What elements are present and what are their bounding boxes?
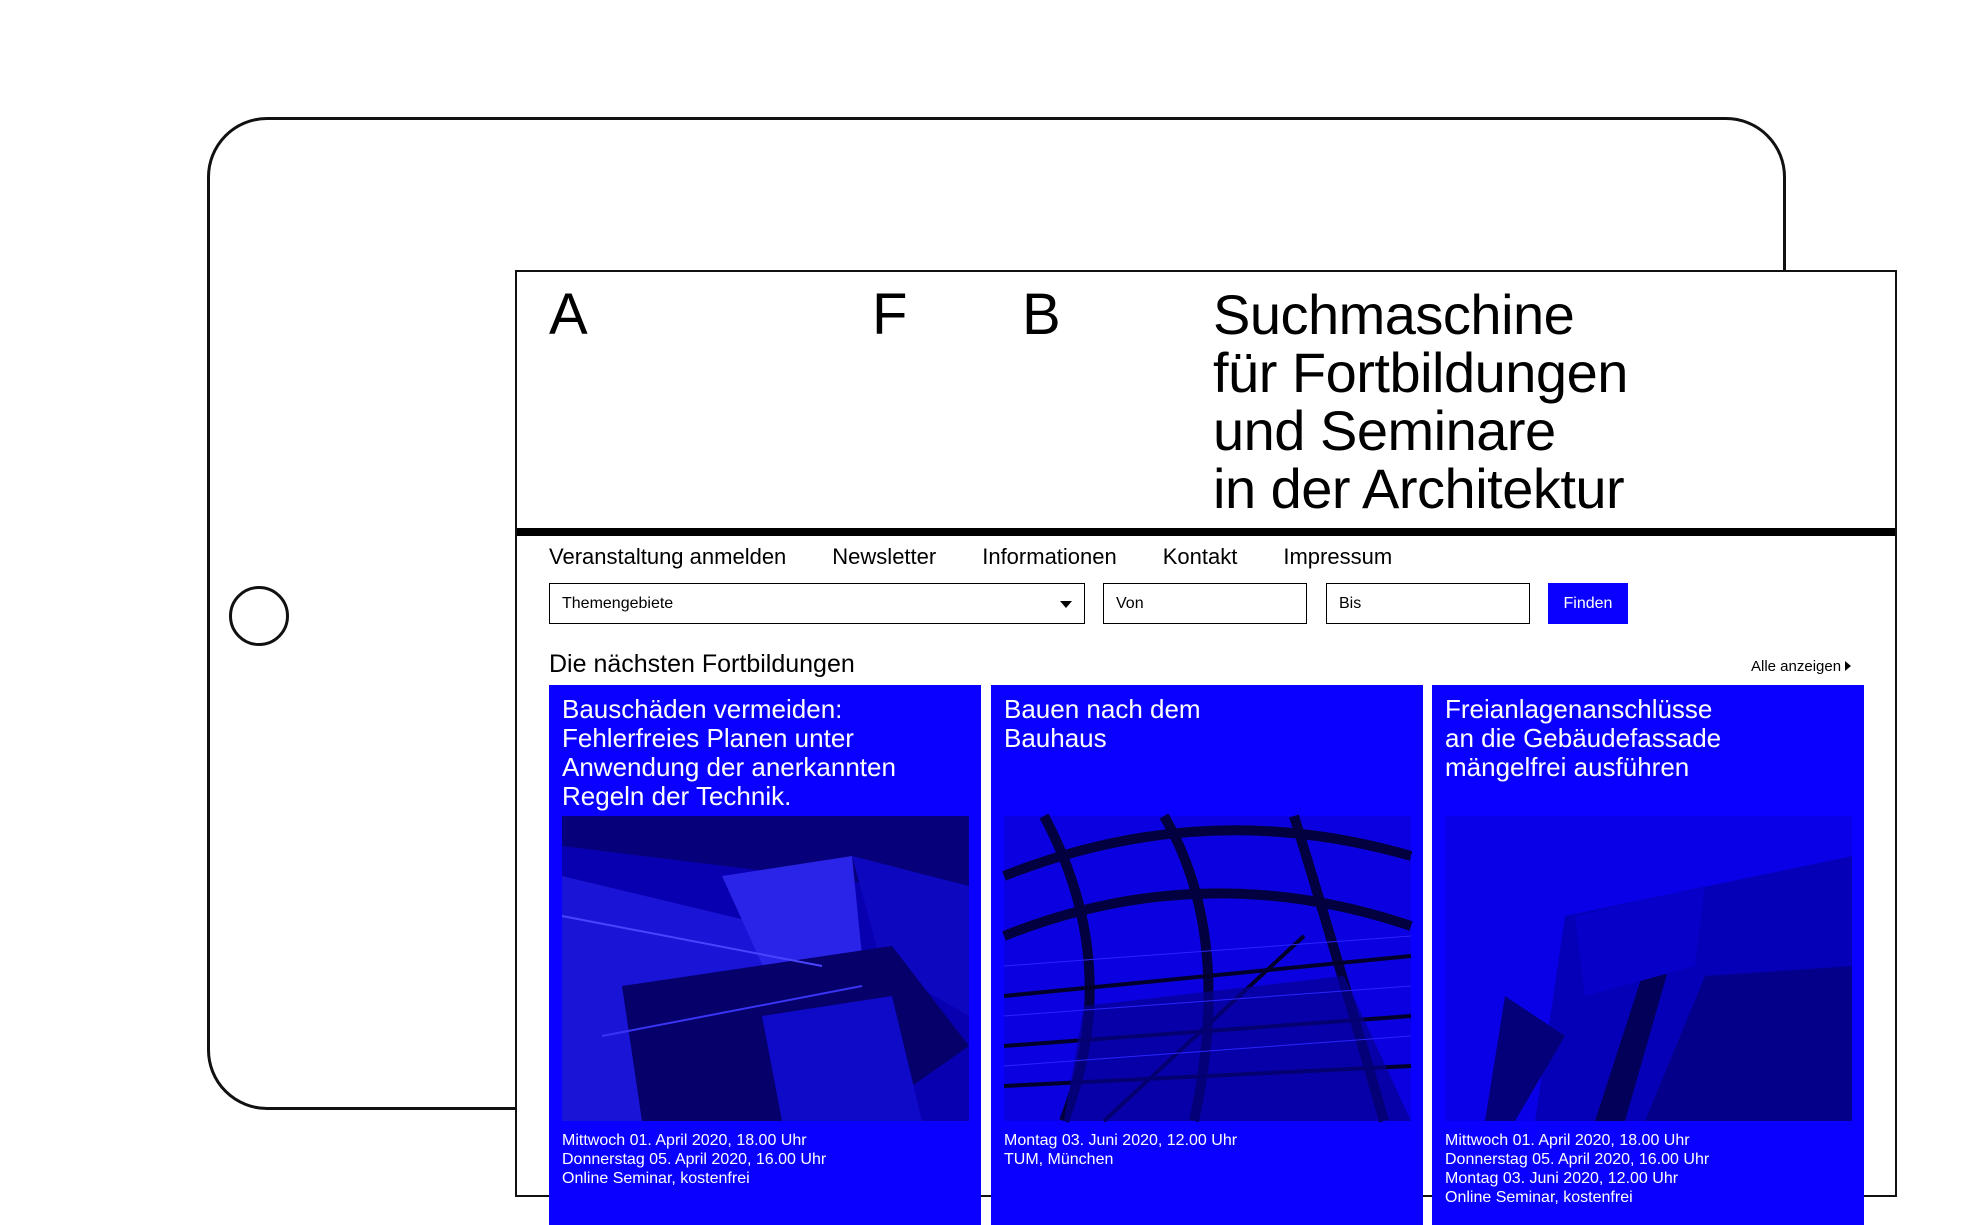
nav-item-contact[interactable]: Kontakt — [1162, 544, 1238, 569]
event-card-info — [562, 1131, 826, 1188]
event-card-title-line: Regeln der Technik. — [562, 781, 792, 811]
event-card-info-line: Montag 03. Juni 2020, 12.00 Uhr — [1004, 1132, 1238, 1149]
tablet-frame — [207, 117, 1842, 1206]
date-from-input[interactable] — [1103, 583, 1307, 624]
date-to-placeholder: Bis — [1339, 595, 1362, 612]
event-card-title-line: an die Gebäudefassade — [1445, 723, 1722, 753]
event-card[interactable] — [991, 685, 1423, 1225]
event-card[interactable] — [549, 685, 981, 1225]
event-card-title-line: Anwendung der anerkannten — [562, 752, 896, 782]
event-card-image — [562, 816, 969, 1121]
logo-letter-f[interactable]: F — [872, 282, 908, 347]
event-card-info — [1004, 1131, 1237, 1169]
event-card-title — [1004, 695, 1413, 753]
headline-line: Suchmaschine — [1213, 283, 1575, 346]
headline-line: für Fortbildungen — [1213, 341, 1628, 404]
triangle-right-icon — [1845, 661, 1851, 671]
topic-select-value: Themengebiete — [562, 595, 674, 612]
nav-item-imprint[interactable]: Impressum — [1283, 544, 1393, 569]
date-to-input[interactable] — [1326, 583, 1530, 624]
topic-select[interactable] — [549, 583, 1085, 624]
headline — [1213, 283, 1628, 520]
logo-letter-b[interactable]: B — [1022, 282, 1061, 347]
event-card-title-line: Bauhaus — [1004, 723, 1107, 753]
event-card-title-line: Bauen nach dem — [1004, 694, 1201, 724]
event-card-info-line: Montag 03. Juni 2020, 12.00 Uhr — [1445, 1170, 1679, 1187]
event-card-info-line: Online Seminar, kostenfrei — [562, 1170, 750, 1187]
logo-letter-a[interactable]: A — [549, 282, 588, 347]
event-card-info-line: Mittwoch 01. April 2020, 18.00 Uhr — [1445, 1132, 1690, 1149]
home-button[interactable] — [229, 586, 289, 646]
screen — [515, 270, 1897, 1206]
show-all-link[interactable] — [1751, 658, 1851, 675]
event-card-info — [1445, 1131, 1709, 1207]
date-from-placeholder: Von — [1116, 595, 1144, 612]
find-button[interactable]: Finden — [1548, 583, 1628, 624]
header-divider — [517, 528, 1895, 536]
section-title: Die nächsten Fortbildungen — [549, 650, 855, 678]
event-card-image — [1445, 816, 1852, 1121]
main-nav — [549, 544, 1392, 570]
event-card-title-line: Bauschäden vermeiden: — [562, 694, 843, 724]
event-card-title — [562, 695, 971, 811]
event-card-image — [1004, 816, 1411, 1121]
event-card[interactable] — [1432, 685, 1864, 1225]
event-card-title — [1445, 695, 1854, 782]
headline-line: und Seminare — [1213, 399, 1556, 462]
event-card-title-line: mängelfrei ausführen — [1445, 752, 1690, 782]
event-card-info-line: Mittwoch 01. April 2020, 18.00 Uhr — [562, 1132, 807, 1149]
nav-item-information[interactable]: Informationen — [982, 544, 1117, 569]
event-card-info-line: Donnerstag 05. April 2020, 16.00 Uhr — [562, 1151, 827, 1168]
headline-line: in der Architektur — [1213, 457, 1625, 520]
chevron-down-icon — [1060, 601, 1072, 608]
nav-item-register-event[interactable]: Veranstaltung anmelden — [549, 544, 787, 569]
event-card-title-line: Freianlagenanschlüsse — [1445, 694, 1713, 724]
event-card-info-line: Online Seminar, kostenfrei — [1445, 1189, 1633, 1206]
nav-item-newsletter[interactable]: Newsletter — [832, 544, 937, 569]
event-card-info-line: TUM, München — [1004, 1151, 1114, 1168]
event-card-info-line: Donnerstag 05. April 2020, 16.00 Uhr — [1445, 1151, 1710, 1168]
event-card-title-line: Fehlerfreies Planen unter — [562, 723, 854, 753]
show-all-label: Alle anzeigen — [1751, 658, 1842, 675]
